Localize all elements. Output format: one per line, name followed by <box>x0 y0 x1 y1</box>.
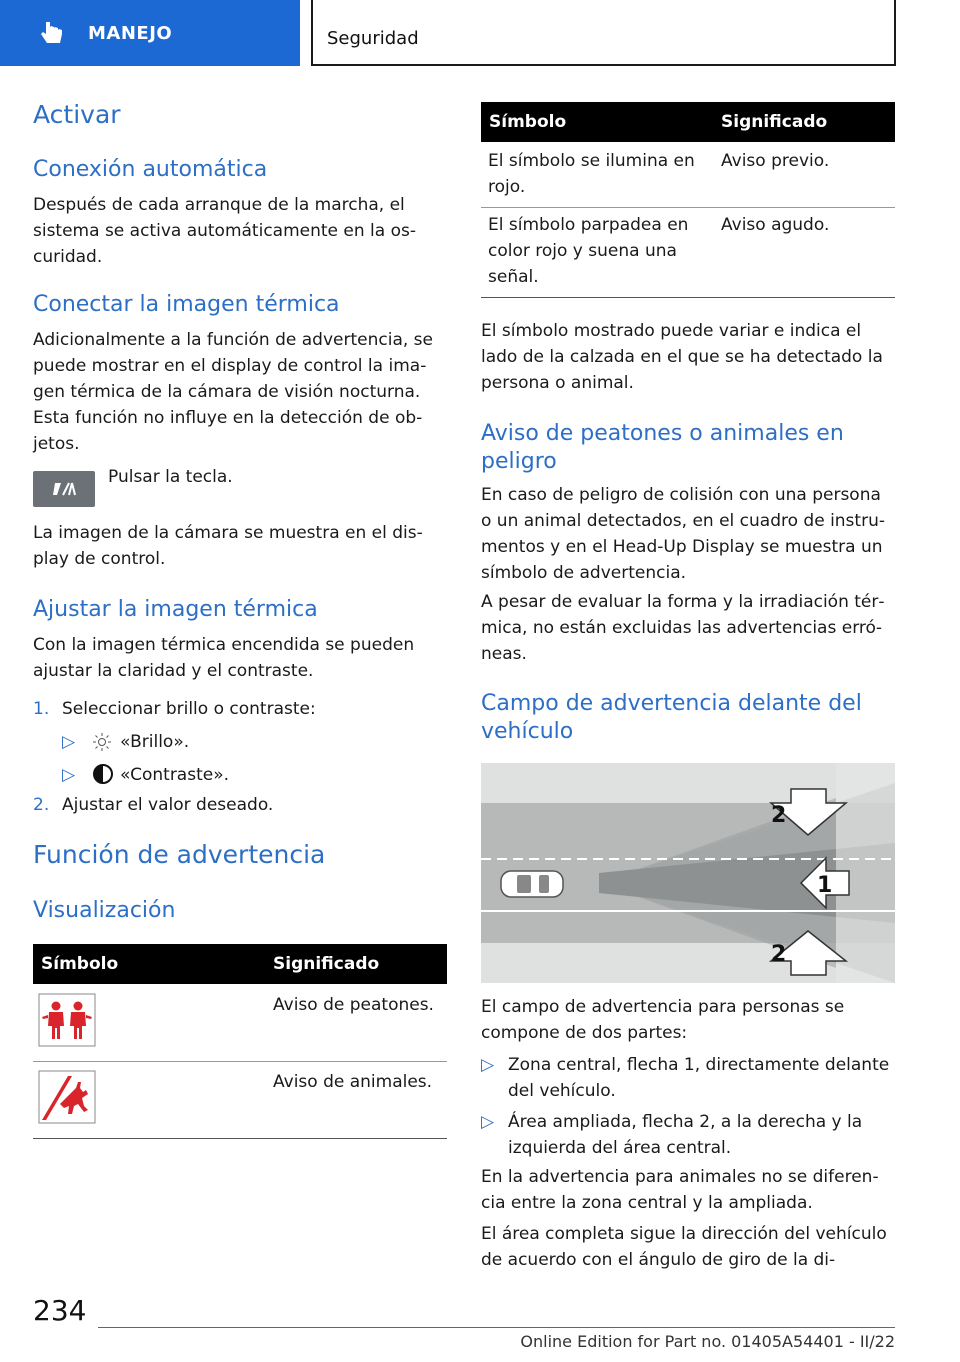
sub-bullet-2: ▷ <box>62 765 76 785</box>
heading-conectar: Conectar la imagen térmica <box>33 292 340 317</box>
heading-activar: Activar <box>33 100 121 129</box>
row-2-meaning: Aviso de animales. <box>273 1072 433 1092</box>
table-row-divider <box>33 1061 447 1062</box>
footer-rule <box>98 1327 895 1328</box>
heading-visualizacion: Visualización <box>33 898 176 923</box>
arrow-label-2-top: 2 <box>771 803 787 828</box>
section-tab[interactable] <box>0 0 300 66</box>
bullet-2-text: Área ampliada, flecha 2, a la derecha y la izquierda del área central. <box>508 1112 863 1158</box>
vehicle-icon <box>501 871 563 897</box>
sub-2-text: «Contraste». <box>120 765 230 785</box>
step-2-number: 2. <box>33 795 50 815</box>
right-r2c2: Aviso agudo. <box>721 215 830 235</box>
step-1-text: Seleccionar brillo o contraste: <box>62 699 316 719</box>
press-key-text: Pulsar la tecla. <box>108 467 233 487</box>
row-1-meaning: Aviso de peatones. <box>273 995 434 1015</box>
bullet-2-marker: ▷ <box>481 1112 495 1132</box>
page-number: 234 <box>33 1294 87 1327</box>
aviso-text-1: En caso de peligro de colisión con una persona o un animal detectados, en el cuadro de instrumentos y en el Head-Up Display se muestra un símbolo de advertencia. <box>481 485 885 583</box>
bullet-1-marker: ▷ <box>481 1055 495 1075</box>
aviso-text-2: A pesar de evaluar la forma y la irradiación térmica, no están excluidas las advertencias erróneas. <box>481 592 885 664</box>
ajustar-text: Con la imagen térmica encendida se pueden ajustar la claridad y el contraste. <box>33 635 415 681</box>
col-significado-right: Significado <box>721 112 828 132</box>
night-vision-icon <box>33 471 95 507</box>
edition-text: Online Edition for Part no. 01405A54401 - II/22 <box>520 1332 895 1351</box>
animal-warning-icon <box>38 1070 96 1124</box>
right-row-divider <box>481 207 895 208</box>
right-r1c2: Aviso previo. <box>721 151 830 171</box>
col-significado: Significado <box>273 954 380 974</box>
night-vision-key[interactable] <box>33 471 95 507</box>
symbol-text: El símbolo mostrado puede variar e indica el lado de la calzada en el que se ha detectado la persona o animal. <box>481 321 883 393</box>
warning-field-diagram <box>481 763 895 983</box>
heading-funcion: Función de advertencia <box>33 840 326 869</box>
sub-bullet-1: ▷ <box>62 732 76 752</box>
animales-text: En la advertencia para animales no se diferencia entre la zona central y la ampliada. <box>481 1167 879 1213</box>
right-table-bottom <box>481 297 895 298</box>
camera-text: La imagen de la cámara se muestra en el display de control. <box>33 523 423 569</box>
bullet-1-text: Zona central, flecha 1, directamente delante del vehículo. <box>508 1055 890 1101</box>
step-2-text: Ajustar el valor deseado. <box>62 795 274 815</box>
col-simbolo-right: Símbolo <box>489 112 567 132</box>
right-r1c1: El símbolo se ilumina en rojo. <box>488 151 695 197</box>
step-1-number: 1. <box>33 699 50 719</box>
brightness-icon <box>92 732 112 752</box>
conexion-text: Después de cada arranque de la marcha, el sistema se activa automáticamente en la oscuridad. <box>33 195 416 267</box>
col-simbolo: Símbolo <box>41 954 119 974</box>
heading-campo: Campo de advertencia delante del vehículo <box>481 691 862 744</box>
conectar-text: Adicionalmente a la función de advertencia, se puede mostrar en el display de control la imagen térmica de la cámara de visión nocturna. Esta función no influye en la detección de objetos. <box>33 330 433 454</box>
chapter-header <box>311 0 896 66</box>
heading-ajustar: Ajustar la imagen térmica <box>33 597 318 622</box>
sub-1-text: «Brillo». <box>120 732 190 752</box>
section-title: MANEJO <box>88 22 173 44</box>
heading-conexion: Conexión automática <box>33 157 268 182</box>
table-header-right <box>481 102 895 142</box>
table-header-left <box>33 944 447 984</box>
arrow-label-2-bottom: 2 <box>771 942 787 967</box>
campo-text: El campo de advertencia para personas se compone de dos partes: <box>481 997 845 1043</box>
heading-aviso: Aviso de peatones o animales en peligro <box>481 421 844 474</box>
contrast-icon <box>92 763 114 785</box>
arrow-label-1: 1 <box>817 873 833 898</box>
chapter-title: Seguridad <box>327 28 419 49</box>
steering-hand-icon <box>34 16 68 50</box>
pedestrian-warning-icon <box>38 993 96 1047</box>
area-text: El área completa sigue la dirección del vehículo de acuerdo con el ángulo de giro de la di- <box>481 1224 887 1270</box>
right-r2c1: El símbolo parpadea en color rojo y suena una señal. <box>488 215 689 287</box>
table-bottom-rule <box>33 1138 447 1139</box>
